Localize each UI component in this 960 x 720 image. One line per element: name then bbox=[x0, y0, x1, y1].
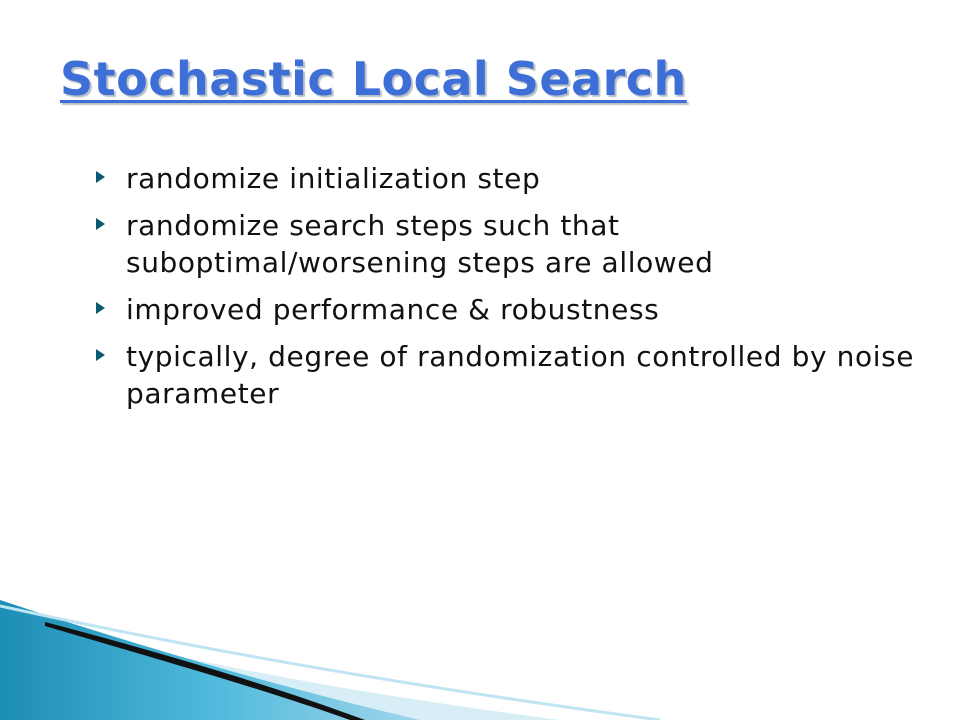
slide-title[interactable]: Stochastic Local Search bbox=[60, 52, 687, 106]
triangle-bullet-icon bbox=[96, 302, 105, 314]
triangle-bullet-icon bbox=[96, 218, 105, 230]
bullet-list bbox=[96, 160, 916, 422]
triangle-bullet-icon bbox=[96, 349, 105, 361]
bullet-item bbox=[96, 291, 916, 328]
bullet-item bbox=[96, 160, 916, 197]
corner-wave-decoration bbox=[0, 560, 960, 720]
bullet-text: randomize search steps such that suboptimal/worsening steps are allowed bbox=[126, 209, 714, 279]
bullet-item bbox=[96, 207, 916, 281]
bullet-text: typically, degree of randomization controlled by noise parameter bbox=[126, 340, 915, 410]
bullet-text: randomize initialization step bbox=[126, 162, 541, 195]
bullet-text: improved performance & robustness bbox=[126, 293, 660, 326]
triangle-bullet-icon bbox=[96, 171, 105, 183]
bullet-item bbox=[96, 338, 916, 412]
